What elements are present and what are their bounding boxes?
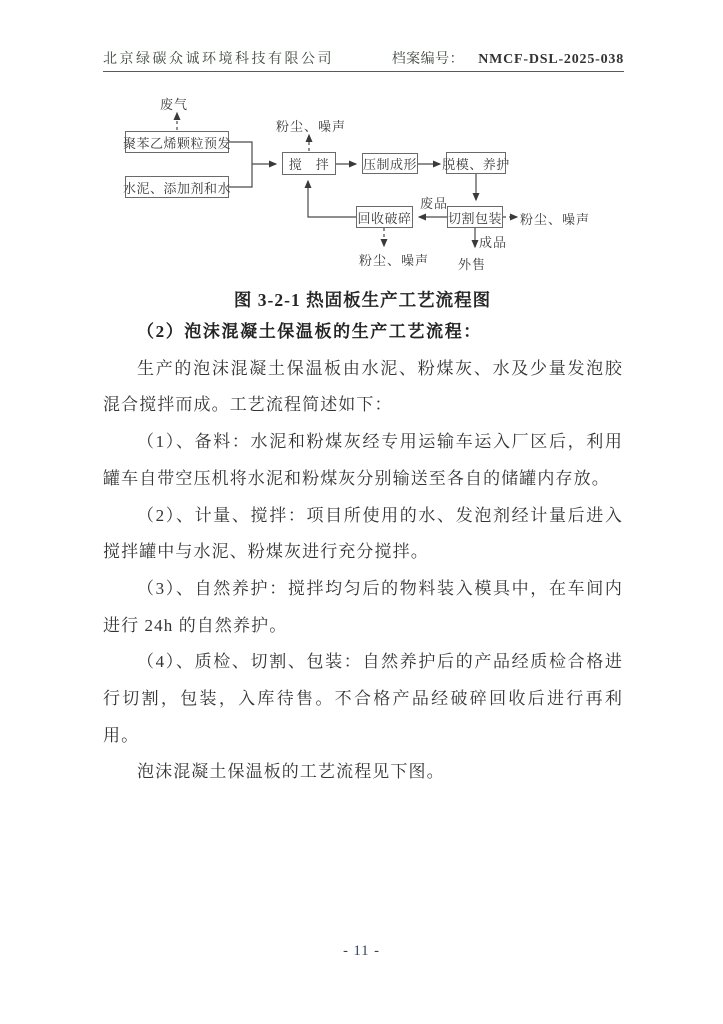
archive-number: NMCF-DSL-2025-038: [478, 52, 624, 67]
figure-caption: 图 3-2-1 热固板生产工艺流程图: [233, 290, 492, 310]
label-finished-product: 成品: [479, 235, 508, 250]
label-external-sale: 外售: [458, 257, 487, 272]
paragraph: （3）、自然养护：搅拌均匀后的物料装入模具中，在车间内进行 24h 的自然养护。: [103, 578, 623, 635]
node-cement-additive: 水泥、添加剂和水: [125, 176, 229, 198]
paragraph: （1）、备料：水泥和粉煤灰经专用运输车运入厂区后，利用罐车自带空压机将水泥和粉煤灰分别输送至各自的储罐内存放。: [103, 432, 623, 488]
node-demold-curing: 脱模、养护: [446, 152, 506, 174]
node-recycle-crushing: 回收破碎: [356, 206, 413, 228]
label-dust-noise-mixing: 粉尘、噪声: [276, 119, 347, 134]
paragraph: 生产的泡沫混凝土保温板由水泥、粉煤灰、水及少量发泡胶混合搅拌而成。工艺流程简述如下：: [103, 358, 623, 415]
node-eps-prefoaming: 聚苯乙烯颗粒预发: [125, 131, 229, 153]
page-number: - 11 -: [343, 943, 380, 959]
section-heading: （2）泡沫混凝土保温板的生产工艺流程：: [137, 322, 482, 341]
paragraph: 泡沫混凝土保温板的工艺流程见下图。: [137, 762, 445, 782]
process-flowchart: [100, 85, 640, 280]
node-cutting-packing: 切割包装: [447, 206, 503, 228]
paragraph: （4）、质检、切割、包装：自然养护后的产品经质检合格进行切割，包装，入库待售。不合格产品经破碎回收后进行再利用。: [103, 652, 623, 745]
label-scrap: 废品: [420, 196, 449, 211]
label-waste-gas: 废气: [160, 97, 189, 112]
node-mixing: 搅 拌: [282, 152, 336, 175]
archive-label: 档案编号：: [391, 52, 465, 67]
label-dust-noise-cutting: 粉尘、噪声: [520, 212, 591, 227]
body-text: [103, 314, 623, 791]
node-press-forming: 压制成形: [362, 153, 418, 174]
paragraph: （2）、计量、搅拌：项目所使用的水、发泡剂经计量后进入搅拌罐中与水泥、粉煤灰进行充分搅拌。: [103, 505, 623, 562]
archive-number-field: [392, 48, 624, 68]
page-header: [103, 48, 624, 72]
label-dust-noise-recycle: 粉尘、噪声: [359, 253, 430, 268]
company-name: 北京绿碳众诚环境科技有限公司: [103, 52, 334, 67]
